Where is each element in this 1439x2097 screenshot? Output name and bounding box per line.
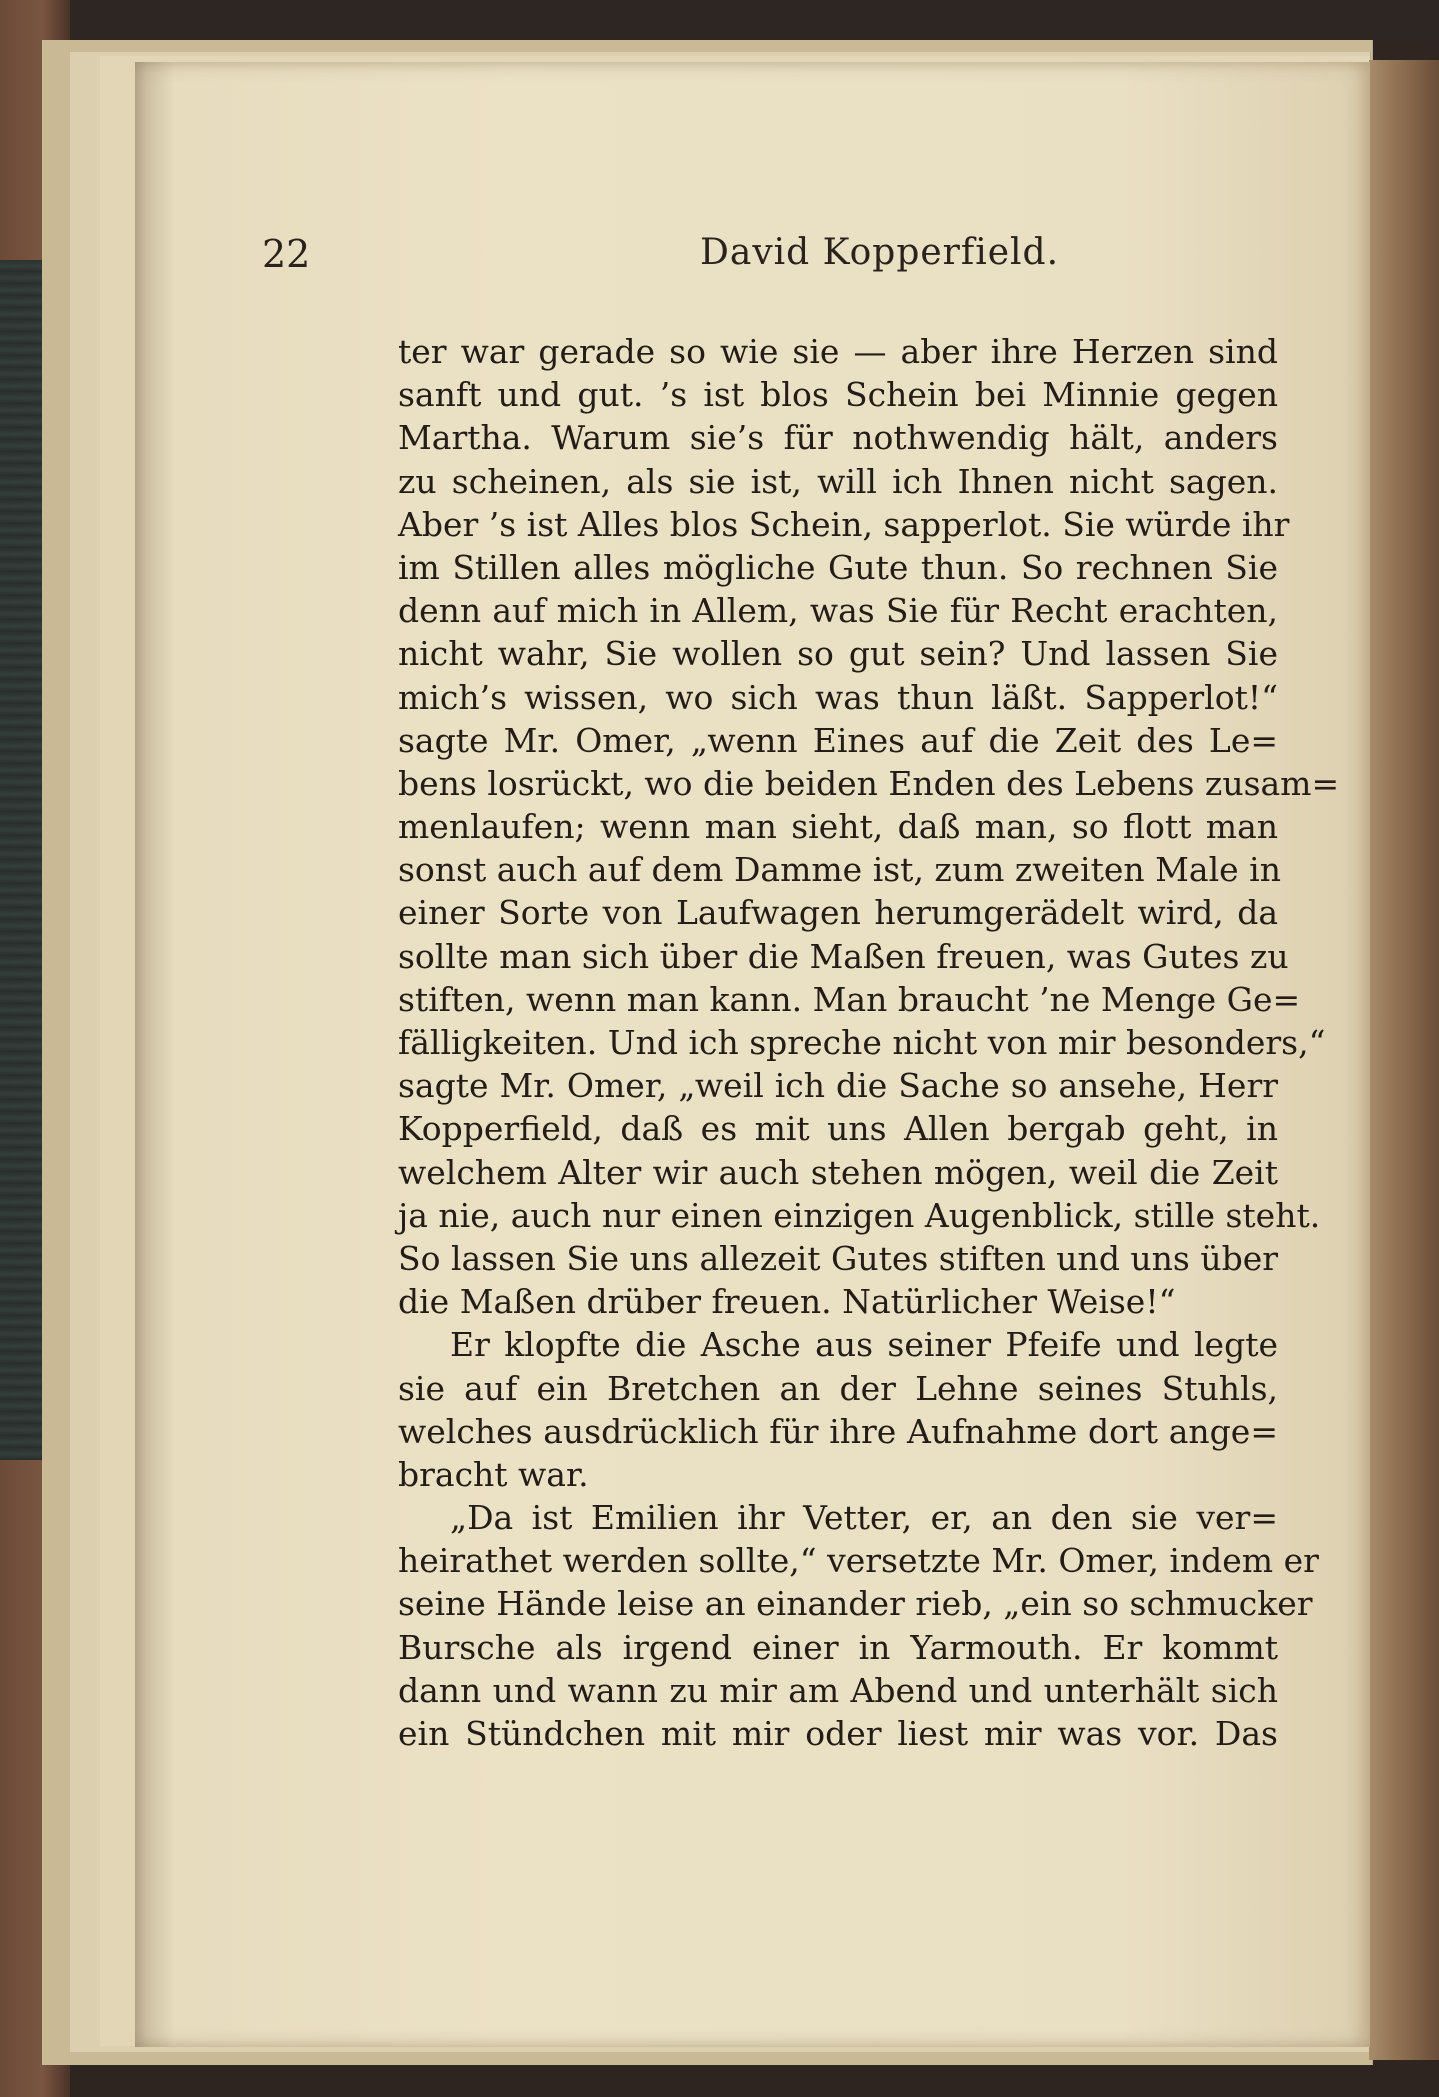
text-line: zu scheinen, als sie ist, will ich Ihnen nicht sagen.: [398, 461, 1278, 501]
text-line: sanft und gut. ’s ist blos Schein bei Minnie gegen: [398, 375, 1278, 415]
text-line: bracht war.: [398, 1454, 589, 1494]
text-line: einer Sorte von Laufwagen herumgerädelt wird, da: [398, 893, 1278, 933]
text-line: ein Stündchen mit mir oder liest mir was vor. Das: [398, 1714, 1278, 1753]
text-line: sollte man sich über die Maßen freuen, was Gutes zu: [398, 936, 1289, 976]
text-line: dann und wann zu mir am Abend und unterhält sich: [398, 1670, 1278, 1710]
text-line: sagte Mr. Omer, „weil ich die Sache so ansehe, Herr: [398, 1066, 1278, 1106]
text-line: sie auf ein Bretchen an der Lehne seines Stuhls,: [398, 1368, 1278, 1408]
spine-shadow: [135, 62, 175, 2047]
text-line: sagte Mr. Omer, „wenn Eines auf die Zeit des Le=: [398, 720, 1278, 760]
text-line: So lassen Sie uns allezeit Gutes stiften und uns über: [398, 1238, 1279, 1278]
body-text: [398, 330, 1340, 1755]
running-head: David Kopperfield.: [700, 232, 1060, 273]
text-line: Er klopfte die Asche aus seiner Pfeife und legte: [450, 1325, 1278, 1365]
text-line: welches ausdrücklich für ihre Aufnahme dort ange=: [398, 1411, 1278, 1451]
text-line: ja nie, auch nur einen einzigen Augenblick, stille steht.: [398, 1195, 1321, 1235]
text-line: Kopperfield, daß es mit uns Allen bergab geht, in: [398, 1109, 1278, 1149]
text-line: fälligkeiten. Und ich spreche nicht von mir besonders,“: [398, 1023, 1326, 1062]
text-line: mich’s wissen, wo sich was thun läßt. Sapperlot!“: [398, 677, 1278, 717]
text-line: Martha. Warum sie’s für nothwendig hält, anders: [398, 418, 1278, 458]
text-line: die Maßen drüber freuen. Natürlicher Weise!“: [398, 1282, 1176, 1322]
page-number: 22: [262, 232, 311, 276]
text-line: im Stillen alles mögliche Gute thun. So rechnen Sie: [398, 547, 1278, 587]
text-line: menlaufen; wenn man sieht, daß man, so flott man: [398, 807, 1278, 847]
text-line: „Da ist Emilien ihr Vetter, er, an den sie ver=: [450, 1498, 1278, 1538]
text-line: sonst auch auf dem Damme ist, zum zweiten Male in: [398, 850, 1281, 890]
text-line: Bursche als irgend einer in Yarmouth. Er kommt: [398, 1627, 1278, 1667]
text-line: nicht wahr, Sie wollen so gut sein? Und lassen Sie: [398, 634, 1278, 674]
book-cover-right: [1369, 60, 1439, 2060]
text-line: denn auf mich in Allem, was Sie für Recht erachten,: [398, 591, 1278, 631]
text-line: Aber ’s ist Alles blos Schein, sapperlot. Sie würde ihr: [398, 504, 1290, 544]
text-line: welchem Alter wir auch stehen mögen, weil die Zeit: [398, 1152, 1278, 1192]
text-line: seine Hände leise an einander rieb, „ein so schmucker: [398, 1584, 1313, 1624]
text-line: bens losrückt, wo die beiden Enden des Lebens zusam=: [398, 763, 1340, 803]
text-line: heirathet werden sollte,“ versetzte Mr. Omer, indem er: [398, 1541, 1319, 1581]
text-line: stiften, wenn man kann. Man braucht ’ne Menge Ge=: [398, 979, 1301, 1019]
text-line: ter war gerade so wie sie — aber ihre Herzen sind: [398, 332, 1278, 371]
